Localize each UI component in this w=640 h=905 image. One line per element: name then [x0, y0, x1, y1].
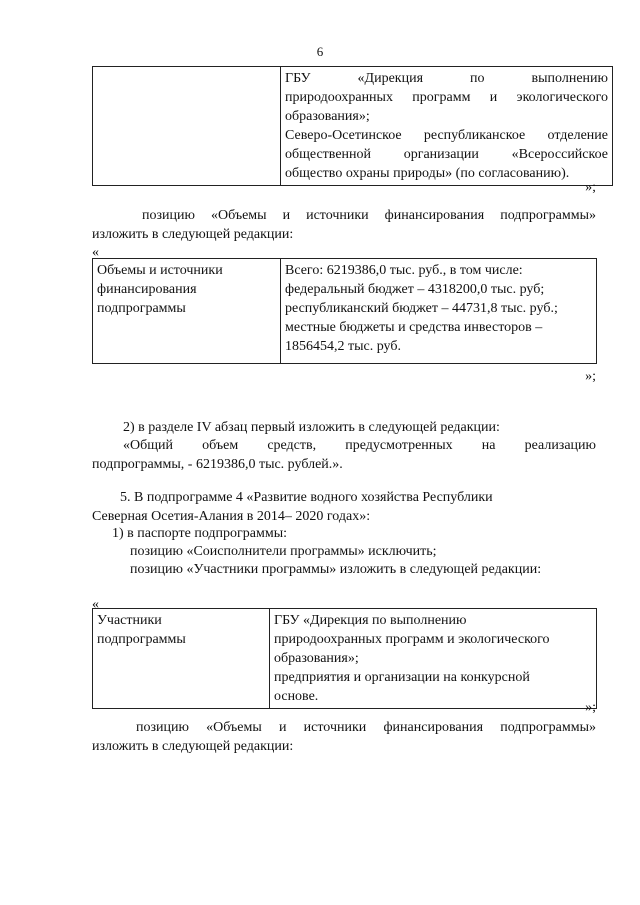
closing-quote-3: »;	[585, 700, 596, 715]
text-line: «Общий объем средств, предусмотренных на реализацию	[123, 438, 596, 453]
cell-responsible-text	[281, 67, 613, 186]
text-line: общество охраны природы» (по согласованию).	[285, 166, 570, 181]
item-1-b: позицию «Участники программы» изложить в следующей редакции:	[130, 562, 542, 577]
cell-empty	[93, 67, 281, 186]
text-line: образования»;	[285, 109, 370, 124]
text-line: Северная Осетия-Алания в 2014– 2020 годах»:	[92, 509, 371, 524]
text-line: подпрограммы, - 6219386,0 тыс. рублей.».	[92, 457, 343, 472]
table-funding	[92, 258, 597, 364]
text-line: образования»;	[274, 651, 359, 666]
text-line: республиканский бюджет – 44731,8 тыс. руб.;	[285, 301, 558, 316]
item-1: 1) в паспорте подпрограммы:	[112, 526, 288, 541]
table-responsible	[92, 66, 613, 186]
text-line: федеральный бюджет – 4318200,0 тыс. руб;	[285, 282, 545, 297]
opening-quote-1: «	[92, 245, 99, 260]
closing-quote-2: »;	[585, 369, 596, 384]
text-line: подпрограммы	[97, 632, 186, 647]
page-number: 6	[316, 44, 324, 59]
text-line: Северо-Осетинское республиканское отделение	[285, 128, 608, 143]
text-line: основе.	[274, 689, 319, 704]
section-5-heading	[80, 488, 493, 526]
text-line: предприятия и организации на конкурсной	[274, 670, 530, 685]
cell-participants-label	[93, 609, 270, 709]
closing-quote-1: »;	[585, 180, 596, 195]
section-2-heading: 2) в разделе IV абзац первый изложить в следующей редакции:	[123, 420, 500, 435]
text-line: 1856454,2 тыс. руб.	[285, 339, 401, 354]
text-line: природоохранных программ и экологического	[285, 90, 608, 105]
text-line: позицию «Объемы и источники финансирования подпрограммы»	[142, 208, 596, 223]
cell-funding-label	[93, 259, 281, 364]
cell-participants-text	[270, 609, 597, 709]
text-line: ГБУ «Дирекция по выполнению	[285, 71, 608, 86]
text-line: изложить в следующей редакции:	[92, 739, 294, 754]
item-1-a: позицию «Соисполнители программы» исключить;	[130, 544, 437, 559]
text-line: изложить в следующей редакции:	[92, 227, 294, 242]
section-2-quote	[92, 436, 596, 474]
table-participants	[92, 608, 597, 709]
text-line: ГБУ «Дирекция по выполнению	[274, 613, 467, 628]
text-line: Участники	[97, 613, 162, 628]
para-funding-position-2	[92, 718, 596, 756]
text-line: позицию «Объемы и источники финансирования подпрограммы»	[136, 720, 596, 735]
text-line: 5. В подпрограмме 4 «Развитие водного хозяйства Республики	[120, 490, 493, 505]
text-line: Объемы и источники	[97, 263, 223, 278]
text-line: общественной организации «Всероссийское	[285, 147, 608, 162]
para-funding-position	[92, 206, 596, 244]
text-line: Всего: 6219386,0 тыс. руб., в том числе:	[285, 263, 523, 278]
text-line: финансирования	[97, 282, 197, 297]
cell-funding-text	[281, 259, 597, 364]
text-line: природоохранных программ и экологического	[274, 632, 550, 647]
text-line: местные бюджеты и средства инвесторов –	[285, 320, 543, 335]
text-line: подпрограммы	[97, 301, 186, 316]
opening-quote-2: «	[92, 597, 99, 612]
